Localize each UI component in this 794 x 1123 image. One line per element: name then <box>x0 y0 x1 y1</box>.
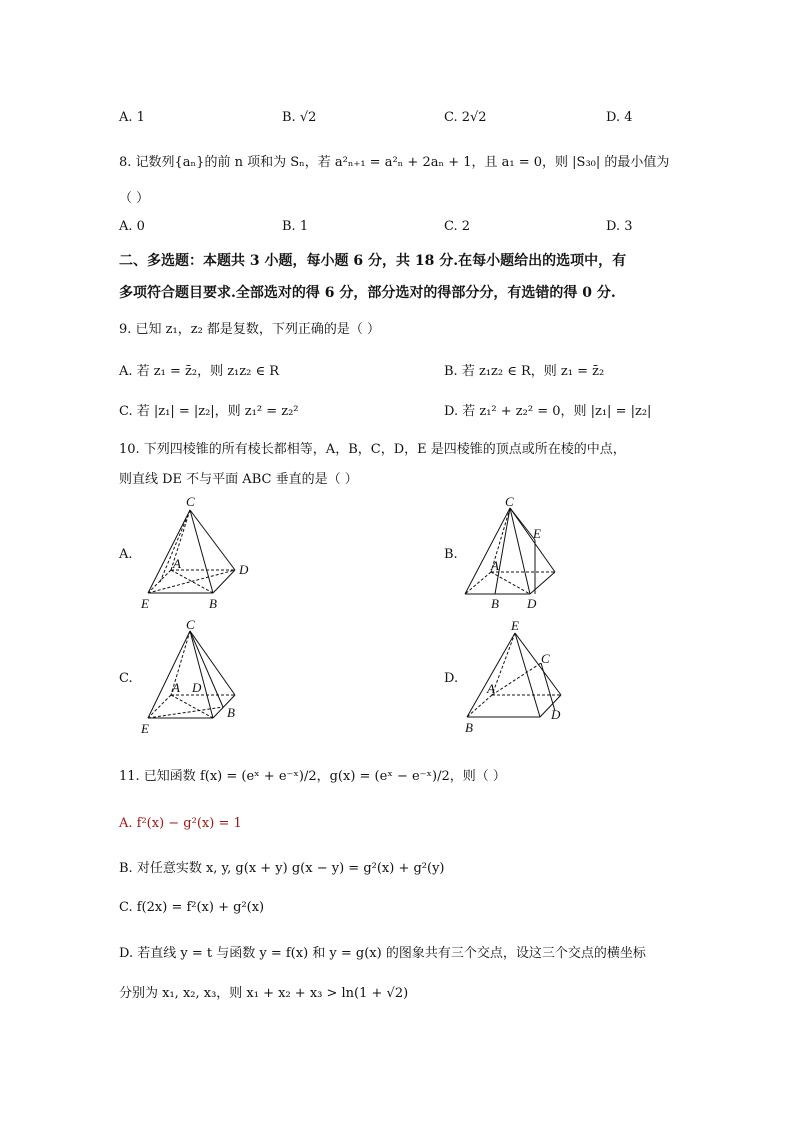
point-label-d: D <box>239 562 249 577</box>
point-label-d: D <box>551 707 561 722</box>
point-label-b: B <box>227 705 235 720</box>
q11-option-b: B. 对任意实数 x, y, g(x + y) g(x − y) = g²(x) + g²(y) <box>119 861 445 876</box>
point-label-b: B <box>465 720 473 735</box>
q7-option-b: B. √2 <box>282 110 317 125</box>
point-label-c: C <box>541 651 550 666</box>
q7-option-a: A. 1 <box>119 110 145 125</box>
pyramid-figure-c <box>135 615 265 740</box>
q10-option-a: A. <box>119 547 133 562</box>
q8-option-b: B. 1 <box>282 219 309 234</box>
pyramid-figure-d <box>455 615 585 740</box>
point-label-c: C <box>186 494 195 509</box>
q10-option-c: C. <box>119 671 133 686</box>
q7-option-d: D. 4 <box>606 110 633 125</box>
point-label-e: E <box>511 618 519 633</box>
point-label-b: B <box>491 596 499 611</box>
point-label-a: A <box>173 556 181 571</box>
q8-paren: （ ） <box>119 191 150 206</box>
point-label-e: E <box>141 596 149 611</box>
point-label-a: A <box>172 680 180 695</box>
q11-option-a-text: A. f²(x) − g²(x) = 1 <box>119 816 242 831</box>
point-label-c: C <box>186 617 195 632</box>
point-label-b: B <box>209 596 217 611</box>
point-label-c: C <box>505 494 514 509</box>
point-label-d: D <box>192 680 202 695</box>
q9-option-a: A. 若 z₁ = z̄₂，则 z₁z₂ ∈ R <box>119 364 279 379</box>
section2-line2: 多项符合题目要求.全部选对的得 6 分，部分选对的得部分分，有选错的得 0 分. <box>119 285 616 301</box>
point-label-e: E <box>141 721 149 736</box>
point-label-a: A <box>487 681 495 696</box>
q10-option-d: D. <box>444 671 459 686</box>
q8-stem: 8. 记数列{aₙ}的前 n 项和为 Sₙ，若 a²ₙ₊₁ = a²ₙ + 2aₙ + 1，且 a₁ = 0，则 |S₃₀| 的最小值为 <box>119 155 670 170</box>
pyramid-figure-a <box>135 490 265 615</box>
q8-option-c: C. 2 <box>444 219 471 234</box>
q10-option-b: B. <box>444 547 458 562</box>
q8-option-d: D. 3 <box>606 219 633 234</box>
pyramid-figure-b <box>455 490 585 615</box>
q7-option-c: C. 2√2 <box>444 110 487 125</box>
q9-option-b: B. 若 z₁z₂ ∈ R，则 z₁ = z̄₂ <box>444 364 605 379</box>
section2-line1: 二、多选题：本题共 3 小题，每小题 6 分，共 18 分.在每小题给出的选项中，有 <box>119 253 627 269</box>
q10-stem-line1: 10. 下列四棱锥的所有棱长都相等，A，B，C，D，E 是四棱锥的顶点或所在棱的中点， <box>119 442 626 457</box>
q11-option-d-line2: 分别为 x₁, x₂, x₃，则 x₁ + x₂ + x₃ > ln(1 + √2) <box>119 986 409 1001</box>
q9-stem: 9. 已知 z₁，z₂ 都是复数，下列正确的是（ ） <box>119 322 381 337</box>
point-label-d: D <box>527 596 537 611</box>
q11-option-a <box>119 816 242 831</box>
point-label-e: E <box>533 526 541 541</box>
q11-option-c: C. f(2x) = f²(x) + g²(x) <box>119 900 265 915</box>
q8-option-a: A. 0 <box>119 219 145 234</box>
q11-stem: 11. 已知函数 f(x) = (eˣ + e⁻ˣ)/2，g(x) = (eˣ − e⁻ˣ)/2，则（ ） <box>119 769 506 784</box>
q9-option-c: C. 若 |z₁| = |z₂|，则 z₁² = z₂² <box>119 404 299 419</box>
q10-stem-line2: 则直线 DE 不与平面 ABC 垂直的是（ ） <box>119 472 358 487</box>
q11-option-d-line1: D. 若直线 y = t 与函数 y = f(x) 和 y = g(x) 的图象共有三个交点，设这三个交点的横坐标 <box>119 946 646 961</box>
q9-option-d: D. 若 z₁² + z₂² = 0，则 |z₁| = |z₂| <box>444 404 652 419</box>
point-label-a: A <box>491 558 499 573</box>
